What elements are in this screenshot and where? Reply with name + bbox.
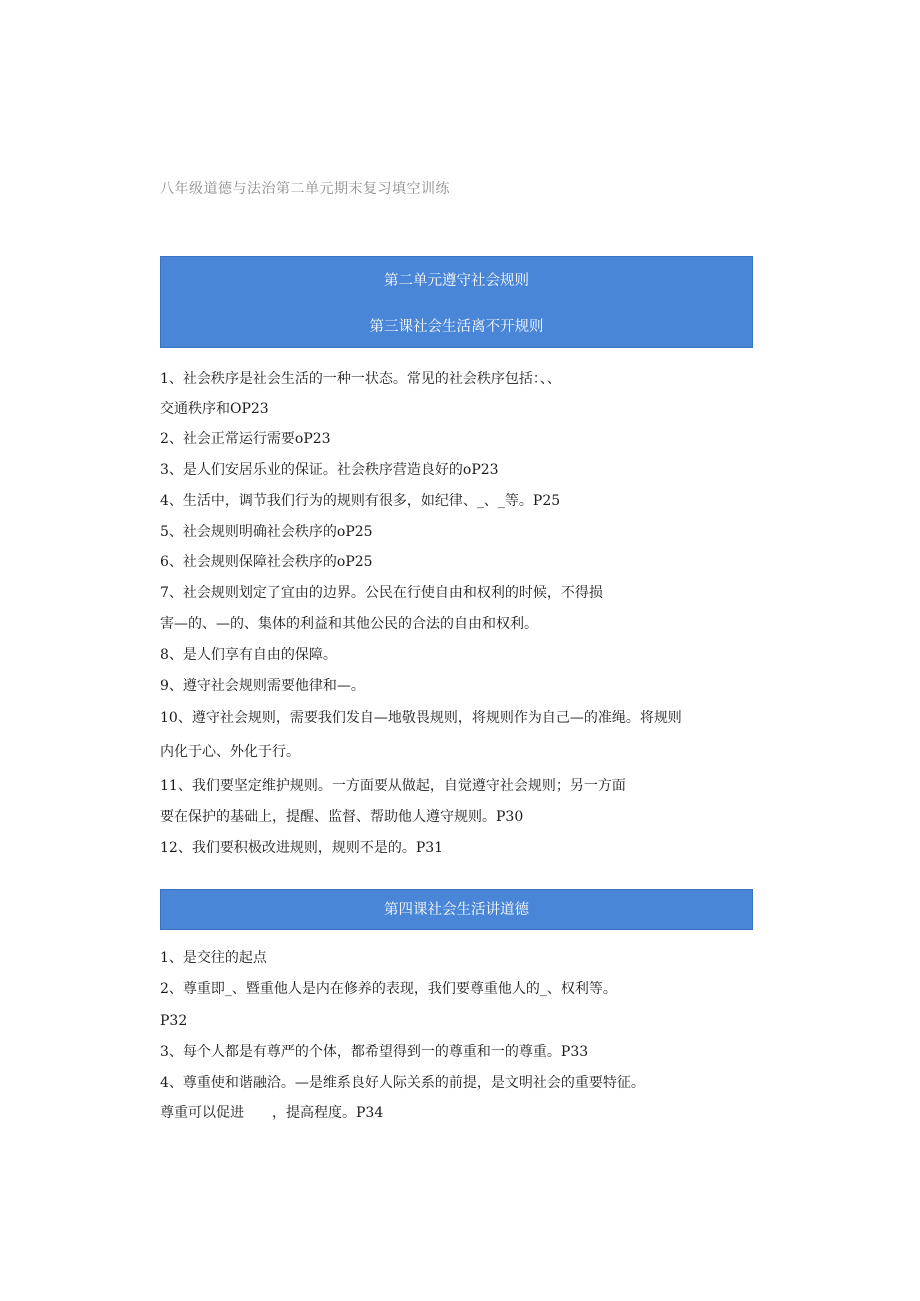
question-line: 1、是交往的起点 <box>160 950 267 966</box>
question-line: 10、遵守社会规则，需要我们发自—地敬畏规则，将规则作为自己—的准绳。将规则 <box>160 710 682 726</box>
question-line: 2、尊重即_、暨重他人是内在修养的表现，我们要尊重他人的_、权利等。 <box>160 981 617 997</box>
question-line: 尊重可以促进 ，提高程度。P34 <box>160 1105 384 1121</box>
question-line: 4、尊重使和谐融洽。—是维系良好人际关系的前提，是文明社会的重要特征。 <box>160 1075 645 1091</box>
question-line: 3、是人们安居乐业的保证。社会秩序营造良好的oP23 <box>160 462 499 478</box>
unit-title: 第二单元遵守社会规则 <box>384 273 529 289</box>
lesson4-header-band <box>160 889 753 930</box>
question-line: 5、社会规则明确社会秩序的oP25 <box>160 524 373 540</box>
question-line: 交通秩序和OP23 <box>160 401 269 417</box>
question-line: P32 <box>160 1013 188 1029</box>
question-line: 7、社会规则划定了宜由的边界。公民在行使自由和权利的时候，不得损 <box>160 585 603 601</box>
question-line: 2、社会正常运行需要oP23 <box>160 431 331 447</box>
lesson4-title: 第四课社会生活讲道德 <box>384 902 529 918</box>
question-line: 9、遵守社会规则需要他律和—。 <box>160 678 365 694</box>
document-title: 八年级道德与法治第二单元期末复习填空训练 <box>160 181 450 197</box>
question-line: 6、社会规则保障社会秩序的oP25 <box>160 554 373 570</box>
unit-header-band <box>160 256 753 348</box>
question-line: 3、每个人都是有尊严的个体，都希望得到一的尊重和一的尊重。P33 <box>160 1044 589 1060</box>
question-line: 11、我们要坚定维护规则。一方面要从做起，自觉遵守社会规则；另一方面 <box>160 778 626 794</box>
question-line: 4、生活中，调节我们行为的规则有很多，如纪律、_、_等。P25 <box>160 493 561 509</box>
question-line: 12、我们要积极改进规则，规则不是的。P31 <box>160 840 444 856</box>
question-line: 1、社会秩序是社会生活的一种一状态。常见的社会秩序包括：、、 <box>160 371 561 387</box>
question-line: 要在保护的基础上，提醒、监督、帮助他人遵守规则。P30 <box>160 809 524 825</box>
question-line: 害—的、—的、集体的利益和其他公民的合法的自由和权利。 <box>160 616 538 632</box>
question-line: 8、是人们享有自由的保障。 <box>160 647 337 663</box>
question-line: 内化于心、外化于行。 <box>160 744 300 760</box>
lesson3-title: 第三课社会生活离不开规则 <box>369 319 544 335</box>
